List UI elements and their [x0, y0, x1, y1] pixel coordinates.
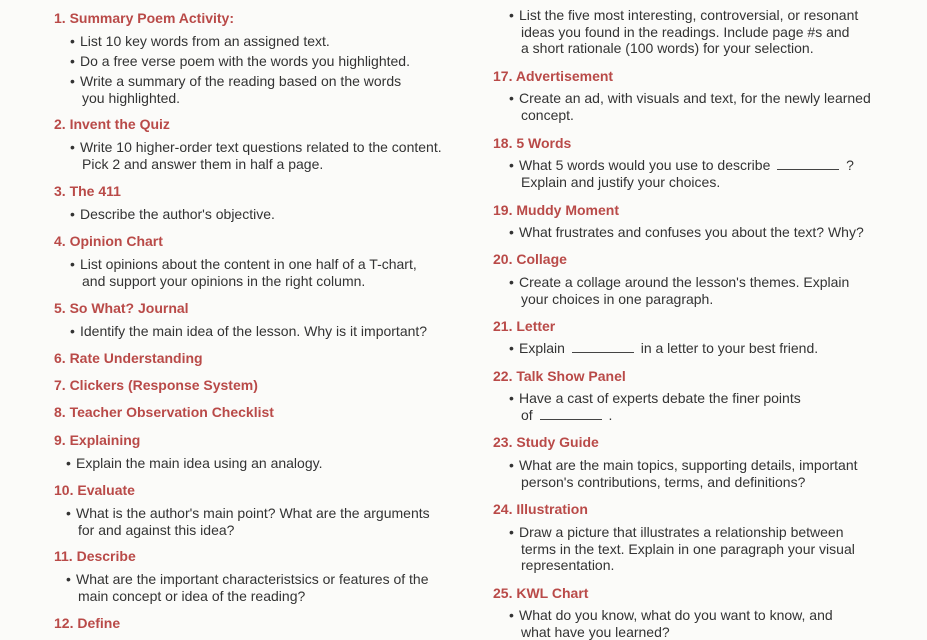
- bullet-dot-icon: •: [66, 505, 71, 522]
- activity-title: 25. KWL Chart: [493, 585, 588, 601]
- text-line: What frustrates and confuses you about the text? Why?: [519, 224, 864, 241]
- text-line: Draw a picture that illustrates a relationship between: [519, 524, 855, 541]
- text-segment: Explain: [519, 340, 569, 356]
- text-line: Describe the author's objective.: [80, 206, 275, 223]
- text-line: Identify the main idea of the lesson. Why is it important?: [80, 323, 427, 340]
- bullet-item: [76, 505, 430, 538]
- activity-title: 5. So What? Journal: [54, 300, 189, 316]
- text-line: Explain the main idea using an analogy.: [76, 455, 322, 472]
- activity-title: 8. Teacher Observation Checklist: [54, 404, 274, 420]
- text-line: [519, 407, 801, 424]
- text-line: Write 10 higher-order text questions related to the content.: [80, 139, 442, 156]
- fill-in-blank: [572, 341, 634, 353]
- activity-title: 10. Evaluate: [54, 482, 135, 498]
- bullet-item: [80, 73, 401, 106]
- text-line: Create an ad, with visuals and text, for the newly learned: [519, 90, 871, 107]
- activity-title: 1. Summary Poem Activity:: [54, 10, 234, 26]
- text-segment: .: [605, 407, 613, 423]
- bullet-item: [80, 33, 330, 50]
- bullet-dot-icon: •: [70, 139, 75, 156]
- bullet-dot-icon: •: [70, 73, 75, 90]
- bullet-dot-icon: •: [509, 390, 514, 407]
- activity-title: 18. 5 Words: [493, 135, 571, 151]
- text-segment: ?: [842, 157, 854, 173]
- bullet-item: [519, 274, 849, 307]
- text-line: Create a collage around the lesson's themes. Explain: [519, 274, 849, 291]
- bullet-dot-icon: •: [509, 7, 514, 24]
- activity-title: 21. Letter: [493, 318, 555, 334]
- bullet-dot-icon: •: [70, 206, 75, 223]
- text-line: [519, 157, 854, 174]
- text-line: person's contributions, terms, and definitions?: [519, 474, 858, 491]
- activity-title: 4. Opinion Chart: [54, 233, 163, 249]
- bullet-item: [76, 455, 322, 472]
- activity-title: 24. Illustration: [493, 501, 588, 517]
- activity-title: 12. Define: [54, 615, 120, 631]
- text-line: Have a cast of experts debate the finer points: [519, 390, 801, 407]
- bullet-item: [519, 340, 818, 357]
- text-line: [519, 340, 818, 357]
- bullet-item: [519, 524, 855, 574]
- bullet-dot-icon: •: [509, 90, 514, 107]
- activity-title: 2. Invent the Quiz: [54, 116, 170, 132]
- text-line: Write a summary of the reading based on the words: [80, 73, 401, 90]
- text-segment: What 5 words would you use to describe: [519, 157, 774, 173]
- text-line: What are the main topics, supporting details, important: [519, 457, 858, 474]
- bullet-dot-icon: •: [66, 571, 71, 588]
- activity-title: 17. Advertisement: [493, 68, 613, 84]
- bullet-item: [519, 90, 871, 123]
- activity-title: 9. Explaining: [54, 432, 140, 448]
- bullet-item: [519, 7, 858, 57]
- bullet-item: [76, 571, 429, 604]
- text-line: Pick 2 and answer them in half a page.: [80, 156, 442, 173]
- bullet-item: [519, 390, 801, 423]
- text-line: Explain and justify your choices.: [519, 174, 854, 191]
- bullet-dot-icon: •: [509, 524, 514, 541]
- text-line: List 10 key words from an assigned text.: [80, 33, 330, 50]
- bullet-item: [519, 457, 858, 490]
- text-line: a short rationale (100 words) for your selection.: [519, 40, 858, 57]
- text-line: what have you learned?: [519, 624, 833, 640]
- text-line: representation.: [519, 557, 855, 574]
- bullet-dot-icon: •: [509, 457, 514, 474]
- bullet-dot-icon: •: [70, 33, 75, 50]
- bullet-dot-icon: •: [509, 224, 514, 241]
- text-line: for and against this idea?: [76, 522, 430, 539]
- text-segment: in a letter to your best friend.: [637, 340, 818, 356]
- text-line: List opinions about the content in one half of a T-chart,: [80, 256, 417, 273]
- bullet-dot-icon: •: [509, 607, 514, 624]
- activity-title: 7. Clickers (Response System): [54, 377, 258, 393]
- bullet-dot-icon: •: [70, 53, 75, 70]
- activity-title: 11. Describe: [54, 548, 136, 564]
- bullet-item: [80, 323, 427, 340]
- bullet-dot-icon: •: [70, 323, 75, 340]
- text-line: What do you know, what do you want to know, and: [519, 607, 833, 624]
- text-line: What are the important characteristsics or features of the: [76, 571, 429, 588]
- bullet-dot-icon: •: [509, 157, 514, 174]
- text-line: terms in the text. Explain in one paragraph your visual: [519, 541, 855, 558]
- activity-title: 23. Study Guide: [493, 434, 599, 450]
- text-line: Do a free verse poem with the words you highlighted.: [80, 53, 410, 70]
- bullet-dot-icon: •: [66, 455, 71, 472]
- bullet-dot-icon: •: [509, 274, 514, 291]
- activity-title: 6. Rate Understanding: [54, 350, 203, 366]
- text-line: concept.: [519, 107, 871, 124]
- text-line: List the five most interesting, controversial, or resonant: [519, 7, 858, 24]
- bullet-dot-icon: •: [70, 256, 75, 273]
- fill-in-blank: [540, 408, 602, 420]
- activity-title: 19. Muddy Moment: [493, 202, 619, 218]
- text-line: your choices in one paragraph.: [519, 291, 849, 308]
- bullet-item: [80, 206, 275, 223]
- text-line: you highlighted.: [80, 90, 401, 107]
- text-line: What is the author's main point? What are the arguments: [76, 505, 430, 522]
- text-segment: of: [521, 407, 537, 423]
- bullet-item: [519, 607, 833, 640]
- bullet-item: [519, 157, 854, 190]
- activity-title: 22. Talk Show Panel: [493, 368, 626, 384]
- fill-in-blank: [777, 158, 839, 170]
- activity-title: 20. Collage: [493, 251, 567, 267]
- bullet-item: [80, 53, 410, 70]
- activity-title: 3. The 411: [54, 183, 121, 199]
- text-line: main concept or idea of the reading?: [76, 588, 429, 605]
- text-line: and support your opinions in the right column.: [80, 273, 417, 290]
- text-line: ideas you found in the readings. Include page #s and: [519, 24, 858, 41]
- bullet-item: [80, 256, 417, 289]
- bullet-dot-icon: •: [509, 340, 514, 357]
- bullet-item: [80, 139, 442, 172]
- bullet-item: [519, 224, 864, 241]
